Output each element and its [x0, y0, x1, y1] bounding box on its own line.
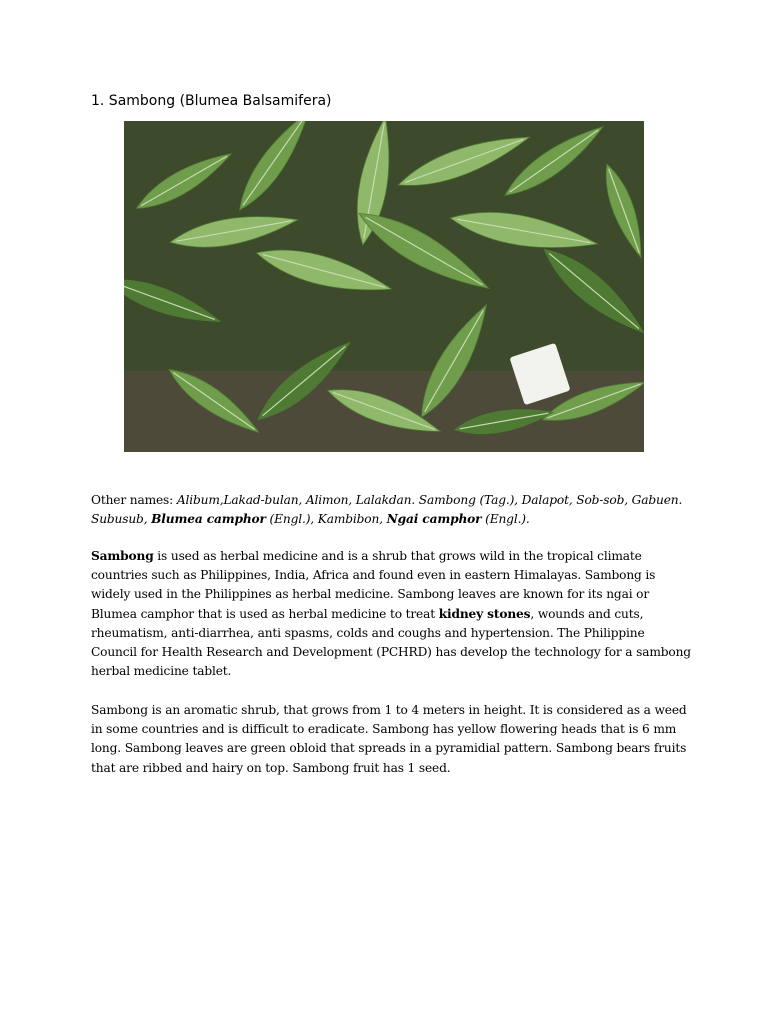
other-names-paragraph [91, 491, 691, 529]
blumea-camphor-name: Blumea camphor [151, 512, 266, 527]
description-text-1: is used as herbal medicine and is a shrub that grows wild in the tropical climate countries such as Philippines, India, Africa and found even in eastern Himalayas. Sambong is widely used in the Philippines as herbal medicine. Sambong leaves are known for its ngai or Blumea camphor that is used as herbal medicine to treat [91, 549, 656, 621]
description-paragraph [91, 547, 691, 681]
description-text-2: , wounds and cuts, rheumatism, anti-diarrhea, anti spasms, colds and coughs and hypertension. The Philippine Council for Health Research and Development (PCHRD) has develop the technology for a sambong herbal medicine tablet. [91, 606, 691, 679]
other-names-list: Alibum,Lakad-bulan, Alimon, Lalakdan. Sambong (Tag.), Dalapot, Sob-sob, Gabuen. Subusub, [91, 493, 683, 527]
kidney-stones-term: kidney stones [438, 606, 531, 621]
other-names-label: Other names: [91, 493, 177, 507]
ngai-camphor-name: Ngai camphor [386, 512, 482, 527]
other-names-engl-1: (Engl.), Kambibon, [265, 512, 387, 527]
section-heading: 1. Sambong (Blumea Balsamifera) [91, 93, 332, 109]
sambong-lead: Sambong [91, 549, 154, 563]
shrub-paragraph: Sambong is an aromatic shrub, that grows from 1 to 4 meters in height. It is considered as a weed in some countries and is difficult to eradicate. Sambong has yellow flowering heads that is 6 mm long. Sambong leaves are green obloid that spreads in a pyramidial pattern. Sambong bears fruits that are ribbed and hairy on top. Sambong fruit has 1 seed. [91, 703, 687, 775]
sambong-plant-photo [124, 121, 644, 452]
other-names-engl-2: (Engl.). [481, 512, 530, 527]
